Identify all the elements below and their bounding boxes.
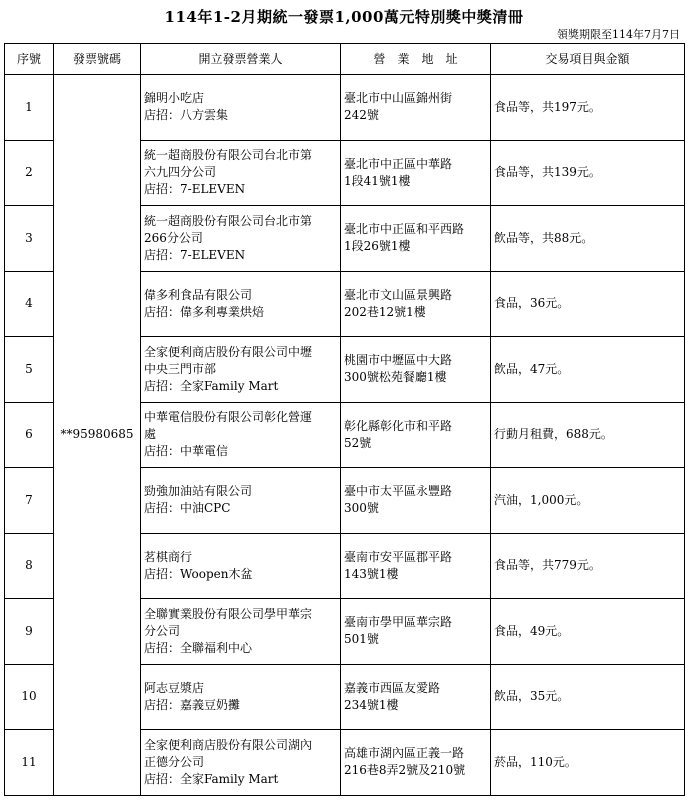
merchant-line: 中華電信股份有限公司彰化營運 bbox=[144, 410, 313, 425]
address-line: 彰化縣彰化市和平路 bbox=[344, 418, 453, 433]
row-seq: 11 bbox=[5, 730, 54, 796]
row-address bbox=[341, 271, 491, 337]
merchant-line: 正德分公司 bbox=[144, 754, 205, 769]
address-line: 臺南市學甲區華宗路 bbox=[344, 615, 453, 630]
address-line: 216巷8弄2號及210號 bbox=[344, 763, 466, 778]
address-line: 高雄市湖內區正義一路 bbox=[344, 746, 465, 761]
address-line: 300號松苑餐廳1樓 bbox=[344, 370, 447, 385]
row-address bbox=[341, 337, 491, 403]
merchant-line: 統一超商股份有限公司台北市第 bbox=[144, 148, 313, 163]
row-address bbox=[341, 664, 491, 730]
merchant-line: 店招：全家Family Mart bbox=[144, 771, 279, 786]
row-amount: 食品，49元。 bbox=[491, 599, 685, 665]
address-line: 242號 bbox=[344, 108, 379, 123]
row-address bbox=[341, 730, 491, 796]
merchant-line: 茗棋商行 bbox=[144, 549, 193, 564]
header-address: 營 業 地 址 bbox=[341, 44, 491, 75]
merchant-line: 處 bbox=[144, 427, 157, 442]
row-amount: 食品，36元。 bbox=[491, 271, 685, 337]
address-line: 300號 bbox=[344, 501, 379, 516]
row-merchant bbox=[141, 206, 341, 272]
row-merchant bbox=[141, 402, 341, 468]
address-line: 臺南市安平區郡平路 bbox=[344, 549, 453, 564]
merchant-line: 店招：中油CPC bbox=[144, 501, 231, 516]
merchant-line: 阿志豆漿店 bbox=[144, 680, 205, 695]
address-line: 臺北市中山區錦州街 bbox=[344, 91, 453, 106]
row-address bbox=[341, 206, 491, 272]
row-seq: 1 bbox=[5, 75, 54, 141]
document-title: 114年1-2月期統一發票1,000萬元特別獎中獎清冊 bbox=[164, 8, 524, 26]
row-amount: 食品等，共139元。 bbox=[491, 140, 685, 206]
merchant-line: 店招：全家Family Mart bbox=[144, 378, 279, 393]
row-merchant bbox=[141, 730, 341, 796]
table-body bbox=[5, 75, 685, 796]
header-invoice: 發票號碼 bbox=[54, 44, 141, 75]
row-amount: 行動月租費，688元。 bbox=[491, 402, 685, 468]
merchant-line: 分公司 bbox=[144, 623, 181, 638]
row-seq: 5 bbox=[5, 337, 54, 403]
address-line: 桃園市中壢區中大路 bbox=[344, 353, 453, 368]
merchant-line: 統一超商股份有限公司台北市第 bbox=[144, 213, 313, 228]
address-line: 嘉義市西區友愛路 bbox=[344, 680, 441, 695]
row-seq: 2 bbox=[5, 140, 54, 206]
row-seq: 4 bbox=[5, 271, 54, 337]
row-address bbox=[341, 140, 491, 206]
merchant-line: 全家便利商店股份有限公司中壢 bbox=[144, 344, 313, 359]
claim-deadline: 領獎期限至114年7月7日 bbox=[557, 28, 680, 41]
header-amount: 交易項目與金額 bbox=[491, 44, 685, 75]
row-merchant bbox=[141, 468, 341, 534]
merchant-line: 店招：中華電信 bbox=[144, 444, 229, 459]
header-seq: 序號 bbox=[5, 44, 54, 75]
address-line: 1段41號1樓 bbox=[344, 173, 411, 188]
row-merchant bbox=[141, 140, 341, 206]
merchant-line: 店招：Woopen木盆 bbox=[144, 566, 253, 581]
row-address bbox=[341, 402, 491, 468]
invoice-number: **95980685 bbox=[54, 75, 141, 796]
address-line: 52號 bbox=[344, 435, 372, 450]
address-line: 臺北市文山區景興路 bbox=[344, 287, 453, 302]
row-merchant bbox=[141, 271, 341, 337]
row-address bbox=[341, 75, 491, 141]
row-seq: 10 bbox=[5, 664, 54, 730]
address-line: 143號1樓 bbox=[344, 566, 399, 581]
row-merchant bbox=[141, 533, 341, 599]
address-line: 202巷12號1樓 bbox=[344, 304, 426, 319]
row-amount: 飲品，47元。 bbox=[491, 337, 685, 403]
row-seq: 7 bbox=[5, 468, 54, 534]
address-line: 臺中市太平區永豐路 bbox=[344, 484, 453, 499]
table-row bbox=[5, 75, 685, 141]
row-amount: 飲品等，共88元。 bbox=[491, 206, 685, 272]
row-merchant bbox=[141, 337, 341, 403]
merchant-line: 店招：7-ELEVEN bbox=[144, 247, 246, 262]
winners-table bbox=[4, 43, 685, 796]
row-seq: 3 bbox=[5, 206, 54, 272]
row-amount: 飲品，35元。 bbox=[491, 664, 685, 730]
address-line: 臺北市中正區中華路 bbox=[344, 156, 453, 171]
row-address bbox=[341, 533, 491, 599]
merchant-line: 店招：全聯福利中心 bbox=[144, 640, 253, 655]
row-merchant bbox=[141, 599, 341, 665]
merchant-line: 中央三門市部 bbox=[144, 361, 217, 376]
row-amount: 食品等，共779元。 bbox=[491, 533, 685, 599]
address-line: 234號1樓 bbox=[344, 697, 399, 712]
merchant-line: 店招：八方雲集 bbox=[144, 108, 229, 123]
merchant-line: 店招：7-ELEVEN bbox=[144, 182, 246, 197]
row-amount: 食品等，共197元。 bbox=[491, 75, 685, 141]
table-header-row bbox=[5, 44, 685, 75]
header-merchant: 開立發票營業人 bbox=[141, 44, 341, 75]
row-address bbox=[341, 468, 491, 534]
merchant-line: 錦明小吃店 bbox=[144, 91, 205, 106]
row-seq: 9 bbox=[5, 599, 54, 665]
row-amount: 汽油，1,000元。 bbox=[491, 468, 685, 534]
merchant-line: 全聯實業股份有限公司學甲華宗 bbox=[144, 606, 313, 621]
row-merchant bbox=[141, 664, 341, 730]
row-address bbox=[341, 599, 491, 665]
row-seq: 6 bbox=[5, 402, 54, 468]
row-merchant bbox=[141, 75, 341, 141]
merchant-line: 六九四分公司 bbox=[144, 165, 217, 180]
merchant-line: 偉多利食品有限公司 bbox=[144, 287, 253, 302]
merchant-line: 店招：嘉義豆奶攤 bbox=[144, 697, 241, 712]
merchant-line: 全家便利商店股份有限公司湖內 bbox=[144, 737, 313, 752]
merchant-line: 店招：偉多利專業烘焙 bbox=[144, 304, 265, 319]
address-line: 1段26號1樓 bbox=[344, 239, 411, 254]
address-line: 臺北市中正區和平西路 bbox=[344, 222, 465, 237]
address-line: 501號 bbox=[344, 632, 379, 647]
row-amount: 菸品，110元。 bbox=[491, 730, 685, 796]
merchant-line: 勁強加油站有限公司 bbox=[144, 484, 253, 499]
merchant-line: 266分公司 bbox=[144, 230, 203, 245]
row-seq: 8 bbox=[5, 533, 54, 599]
